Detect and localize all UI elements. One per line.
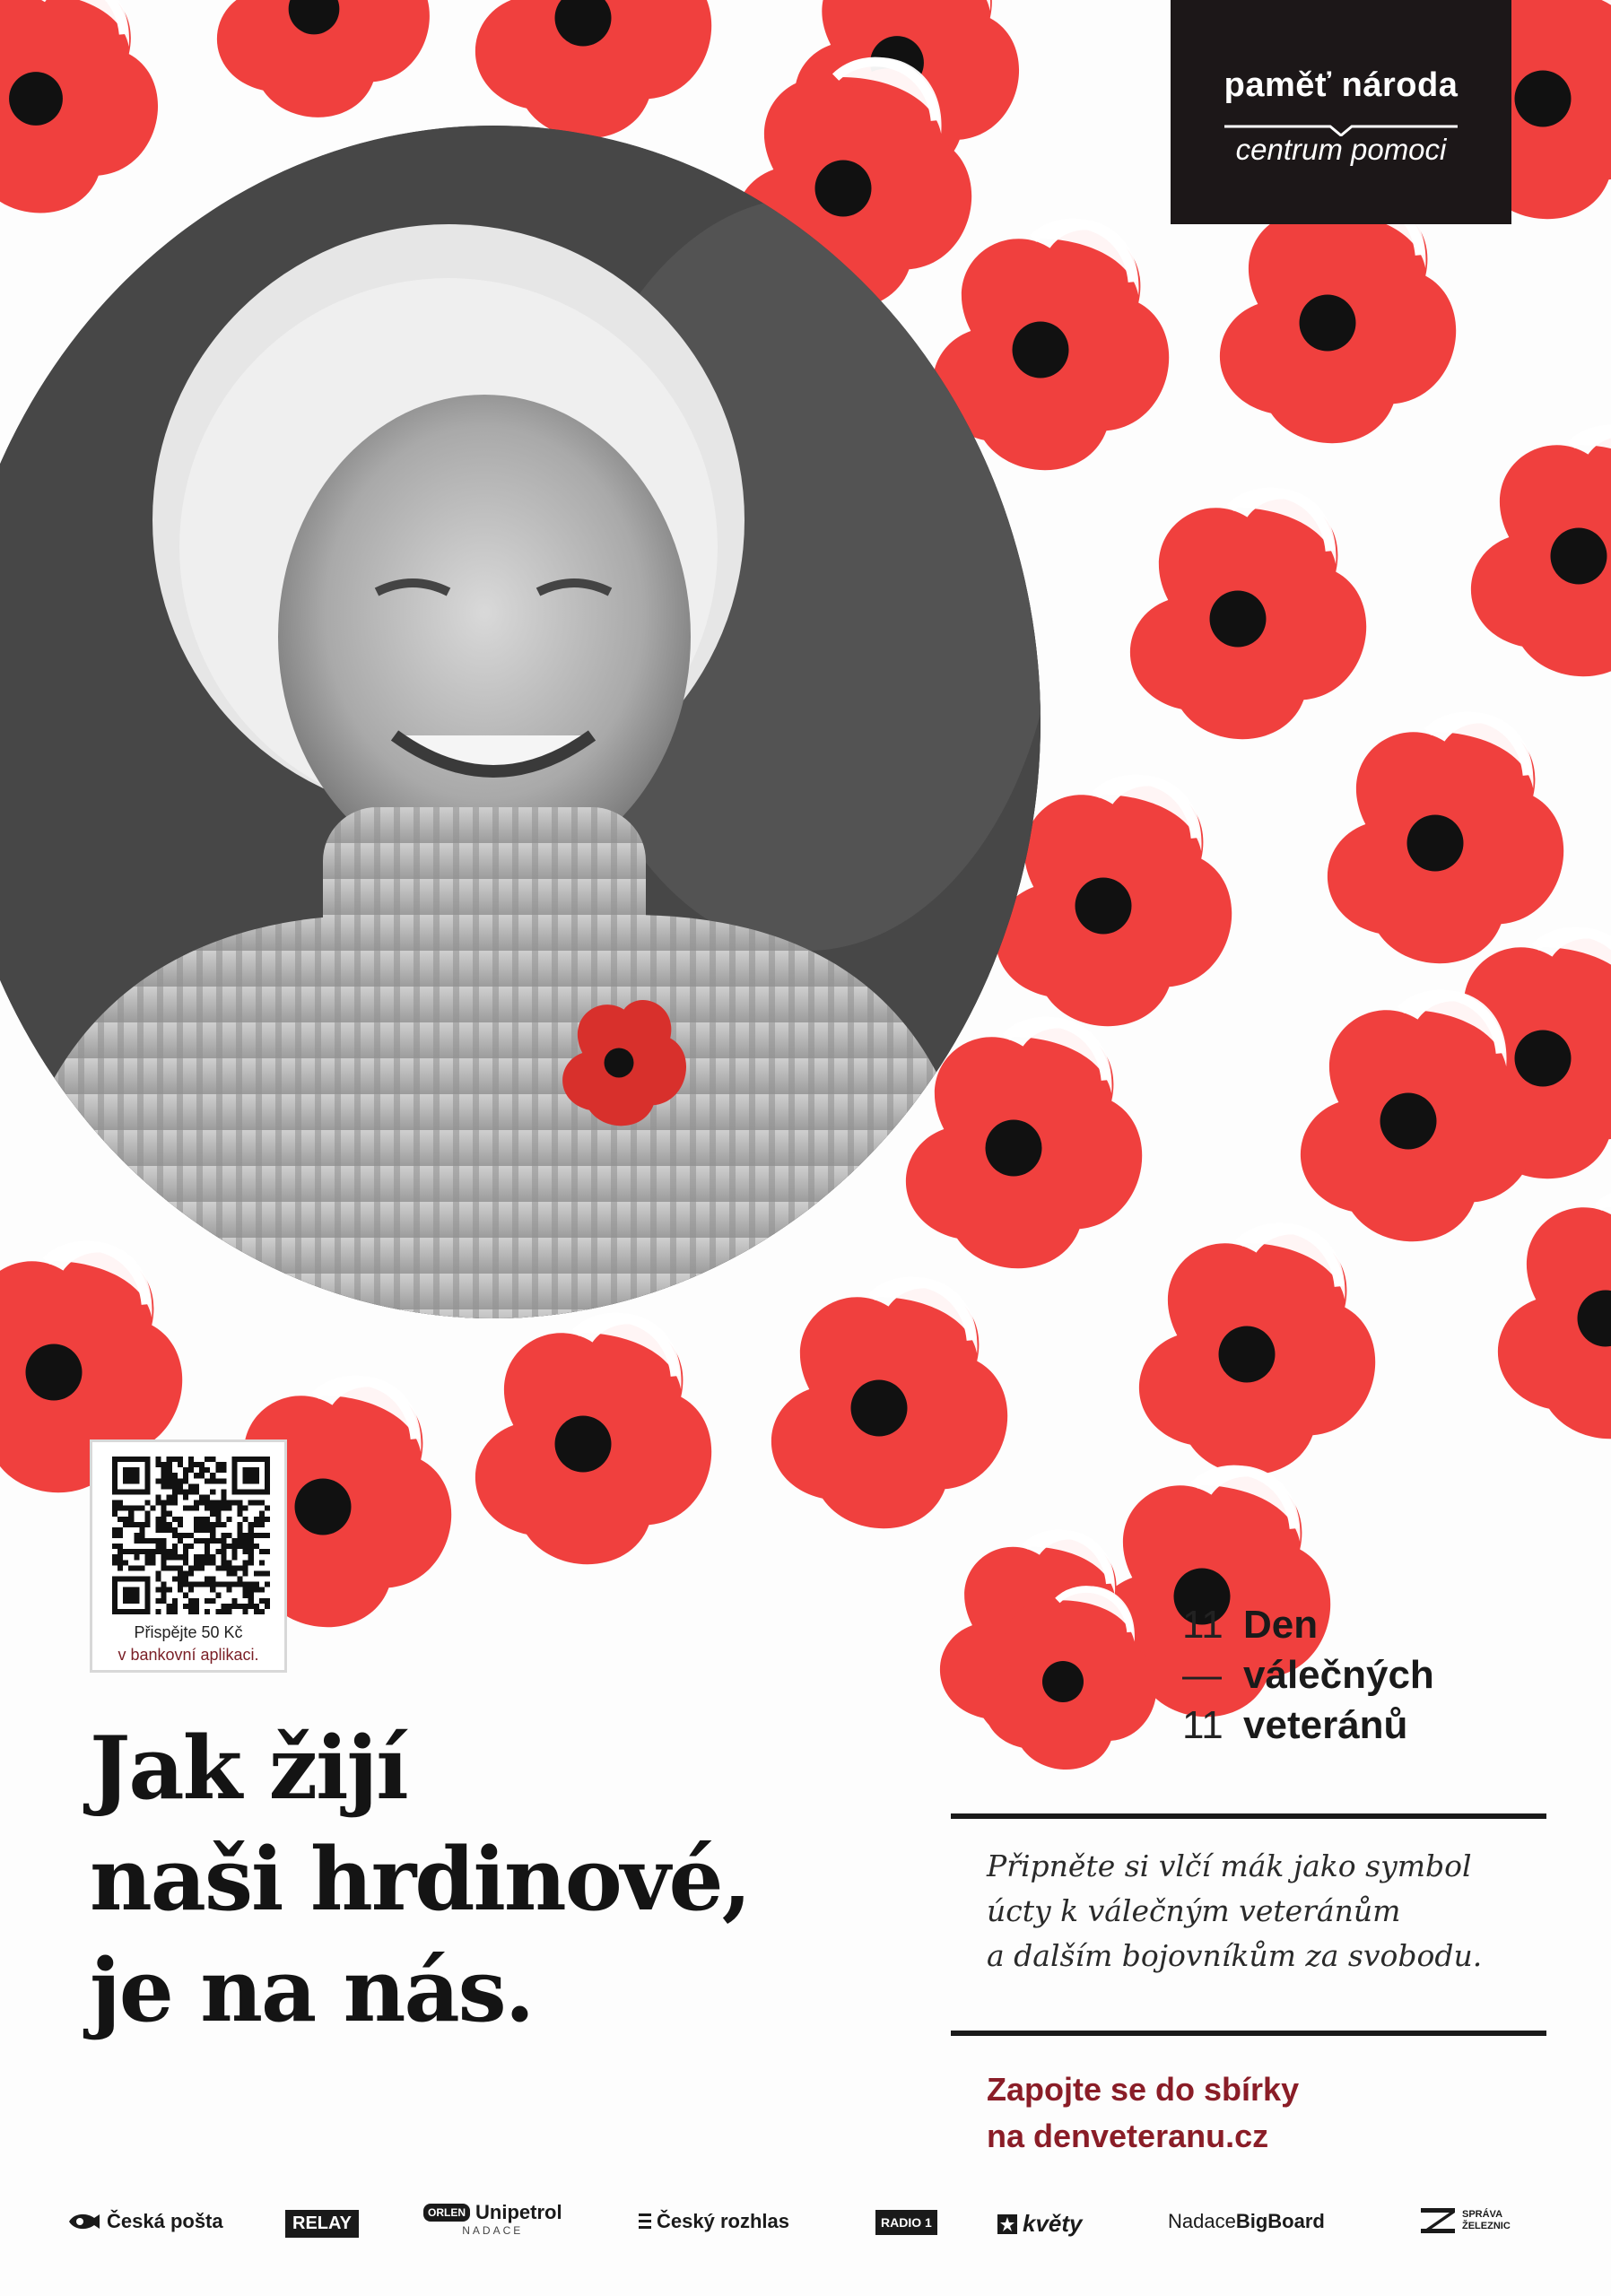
pledge-text xyxy=(987,1844,1543,1979)
partner-relay xyxy=(285,2210,359,2238)
star-badge-icon xyxy=(997,2214,1017,2234)
poppy-icon xyxy=(0,0,158,213)
qr-caption-amount: Přispějte 50 Kč xyxy=(134,1623,243,1641)
partner-name: RADIO 1 xyxy=(875,2210,937,2235)
poppy-icon xyxy=(475,0,711,138)
pledge-line: úcty k válečným veteránům xyxy=(987,1893,1401,1928)
divider xyxy=(951,1813,1546,1819)
headline-line: je na nás. xyxy=(90,1940,534,2041)
partner-name: BigBoard xyxy=(1235,2210,1325,2232)
date-dash: — xyxy=(1182,1653,1222,1697)
pledge-line: a dalším bojovníkům za svobodu. xyxy=(987,1938,1483,1973)
partner-nadace-bigboard xyxy=(1168,2210,1325,2233)
partner-sub: NADACE xyxy=(462,2224,524,2237)
call-to-action[interactable] xyxy=(987,2066,1543,2160)
poppy-icon xyxy=(1328,712,1563,963)
cta-link[interactable]: na denveteranu.cz xyxy=(987,2118,1269,2154)
horn-icon xyxy=(67,2211,101,2232)
poppy-icon xyxy=(1471,425,1611,676)
qr-caption-app: v bankovní aplikaci. xyxy=(118,1646,259,1664)
partner-kvety xyxy=(997,2210,1083,2238)
partner-radio-1 xyxy=(875,2210,937,2235)
cta-line: Zapojte se do sbírky xyxy=(987,2071,1300,2108)
brand-name: paměť národa xyxy=(1223,66,1459,104)
donation-qr-card[interactable] xyxy=(90,1439,287,1673)
divider xyxy=(951,2031,1546,2036)
partner-ceska-posta xyxy=(67,2210,223,2233)
poppy-icon xyxy=(1130,488,1366,739)
rail-z-icon xyxy=(1419,2205,1457,2237)
partner-name: Česká pošta xyxy=(107,2210,223,2232)
veterans-day-poppy-icon xyxy=(960,1578,1166,1785)
partner-name: SPRÁVA ŽELEZNIC xyxy=(1462,2209,1511,2231)
poppy-icon xyxy=(1498,1187,1611,1439)
poppy-icon xyxy=(771,1277,1007,1528)
poppy-icon xyxy=(1220,192,1456,443)
partner-name: květy xyxy=(1023,2210,1083,2237)
date-word: veteránů xyxy=(1243,1703,1408,1747)
poppy-icon xyxy=(217,0,430,117)
partner-sprava-zeleznic xyxy=(1419,2205,1525,2237)
qr-code[interactable] xyxy=(112,1457,270,1614)
date-word: válečných xyxy=(1243,1653,1434,1697)
date-row xyxy=(1182,1703,1408,1747)
brand-logo xyxy=(1171,0,1511,224)
partner-logos xyxy=(0,2188,1611,2260)
date-row xyxy=(1182,1653,1434,1697)
date-number: 11 xyxy=(1182,1703,1223,1747)
headline-line: naši hrdinové, xyxy=(90,1829,751,1930)
headline-line: Jak žijí xyxy=(90,1718,407,1819)
brand-tagline: centrum pomoci xyxy=(1235,133,1447,166)
partner-name: Unipetrol xyxy=(475,2201,562,2223)
date-row xyxy=(1182,1605,1318,1645)
partner-cesky-rozhlas xyxy=(639,2210,789,2233)
partner-name: Český rozhlas xyxy=(657,2210,789,2232)
date-number: 11 xyxy=(1182,1603,1223,1647)
pledge-line: Připněte si vlčí mák jako symbol xyxy=(987,1848,1472,1883)
partner-prefix: Nadace xyxy=(1168,2210,1236,2232)
cro-lines-icon xyxy=(639,2212,651,2231)
partner-name: RELAY xyxy=(285,2210,359,2238)
date-word: Den xyxy=(1243,1603,1319,1647)
poppy-icon xyxy=(475,1313,711,1564)
headline xyxy=(90,1713,969,2047)
partner-orlen-unipetrol xyxy=(423,2201,562,2237)
partner-prefix: ORLEN xyxy=(423,2204,470,2222)
poppy-icon xyxy=(1139,1223,1375,1474)
